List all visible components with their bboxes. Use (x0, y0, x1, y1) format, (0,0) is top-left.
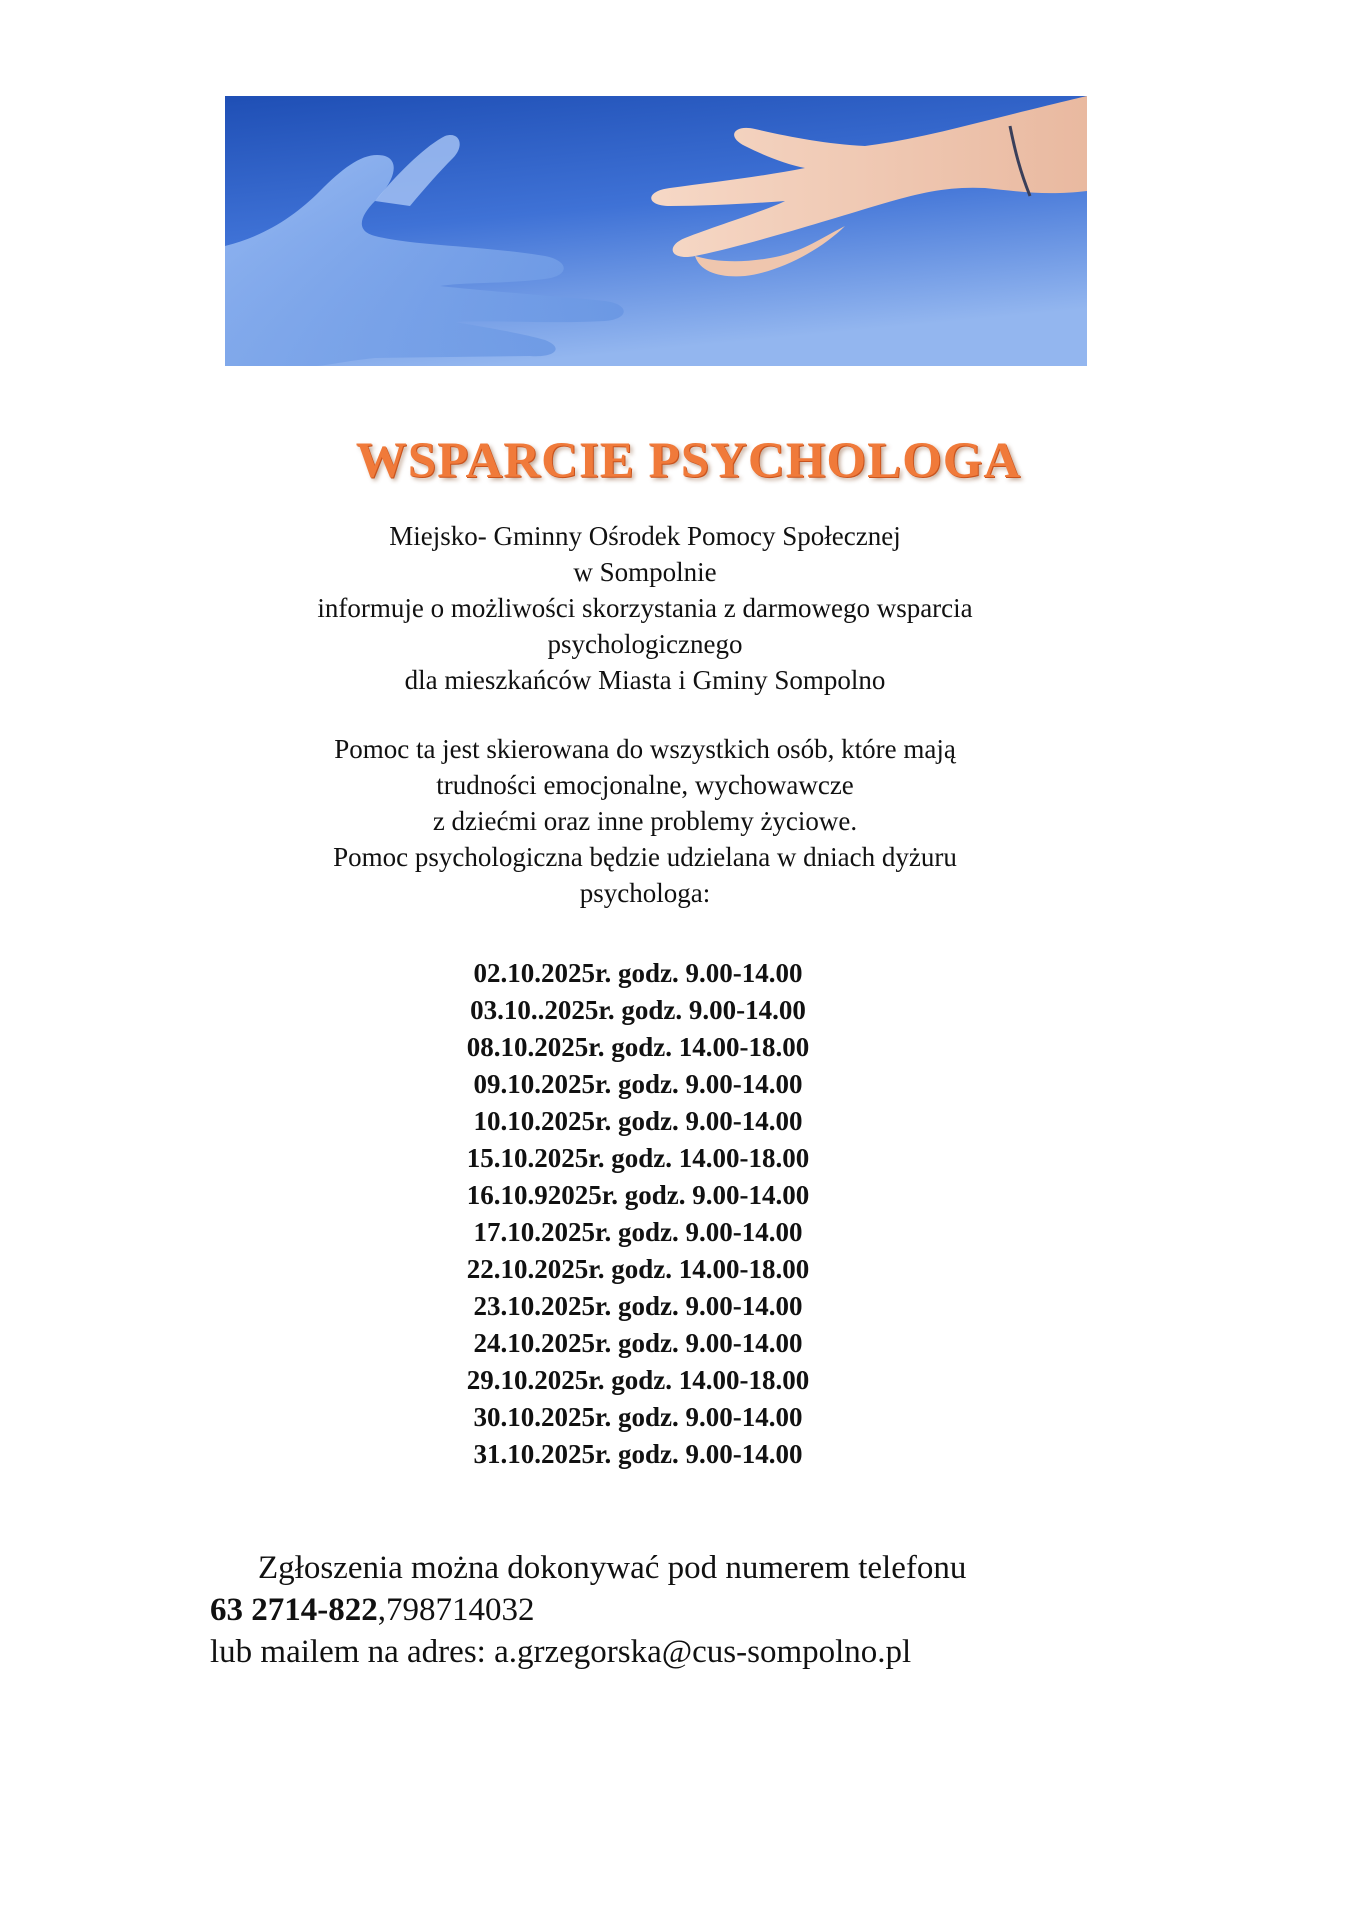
schedule-item: 29.10.2025r. godz. 14.00-18.00 (466, 1365, 810, 1395)
schedule-item: 02.10.2025r. godz. 9.00-14.00 (473, 958, 803, 988)
reaching-hands-image (225, 96, 1087, 366)
schedule-item: 30.10.2025r. godz. 9.00-14.00 (473, 1402, 803, 1432)
intro-line: w Sompolnie (573, 557, 717, 587)
intro-line: Miejsko- Gminny Ośrodek Pomocy Społecznej (389, 521, 901, 551)
help-text (0, 731, 1290, 911)
page-title: WSPARCIE PSYCHOLOGA (355, 433, 1022, 489)
schedule-item: 15.10.2025r. godz. 14.00-18.00 (466, 1143, 810, 1173)
intro-line: informuje o możliwości skorzystania z darmowego wsparcia (317, 593, 973, 623)
intro-text (0, 518, 1290, 698)
contact-phones (210, 1589, 1310, 1631)
schedule-item: 23.10.2025r. godz. 9.00-14.00 (473, 1291, 803, 1321)
intro-line: dla mieszkańców Miasta i Gminy Sompolno (404, 665, 886, 695)
schedule-item: 08.10.2025r. godz. 14.00-18.00 (466, 1032, 810, 1062)
contact-info (210, 1547, 1310, 1673)
schedule-item: 17.10.2025r. godz. 9.00-14.00 (473, 1217, 803, 1247)
schedule-item: 10.10.2025r. godz. 9.00-14.00 (473, 1106, 803, 1136)
schedule-item: 03.10..2025r. godz. 9.00-14.00 (470, 995, 806, 1025)
intro-line: psychologicznego (547, 629, 743, 659)
schedule-item: 16.10.92025r. godz. 9.00-14.00 (466, 1180, 810, 1210)
contact-intro: Zgłoszenia można dokonywać pod numerem telefonu (258, 1550, 967, 1586)
help-line: trudności emocjonalne, wychowawcze (436, 770, 854, 800)
help-line: Pomoc psychologiczna będzie udzielana w dniach dyżuru (333, 842, 957, 872)
help-line: z dziećmi oraz inne problemy życiowe. (432, 806, 858, 836)
schedule-item: 24.10.2025r. godz. 9.00-14.00 (473, 1328, 803, 1358)
contact-email-line[interactable]: lub mailem na adres: a.grzegorska@cus-sompolno.pl (210, 1634, 912, 1670)
help-line: psychologa: (579, 878, 711, 908)
schedule-item: 31.10.2025r. godz. 9.00-14.00 (473, 1439, 803, 1469)
header-image (225, 96, 1087, 366)
help-line: Pomoc ta jest skierowana do wszystkich osób, które mają (334, 734, 956, 764)
phone-primary[interactable]: 63 2714-822 (210, 1592, 378, 1628)
schedule-item: 22.10.2025r. godz. 14.00-18.00 (466, 1254, 810, 1284)
schedule-item: 09.10.2025r. godz. 9.00-14.00 (473, 1069, 803, 1099)
schedule-list (0, 955, 1276, 1473)
phone-secondary[interactable]: ,798714032 (377, 1592, 535, 1628)
